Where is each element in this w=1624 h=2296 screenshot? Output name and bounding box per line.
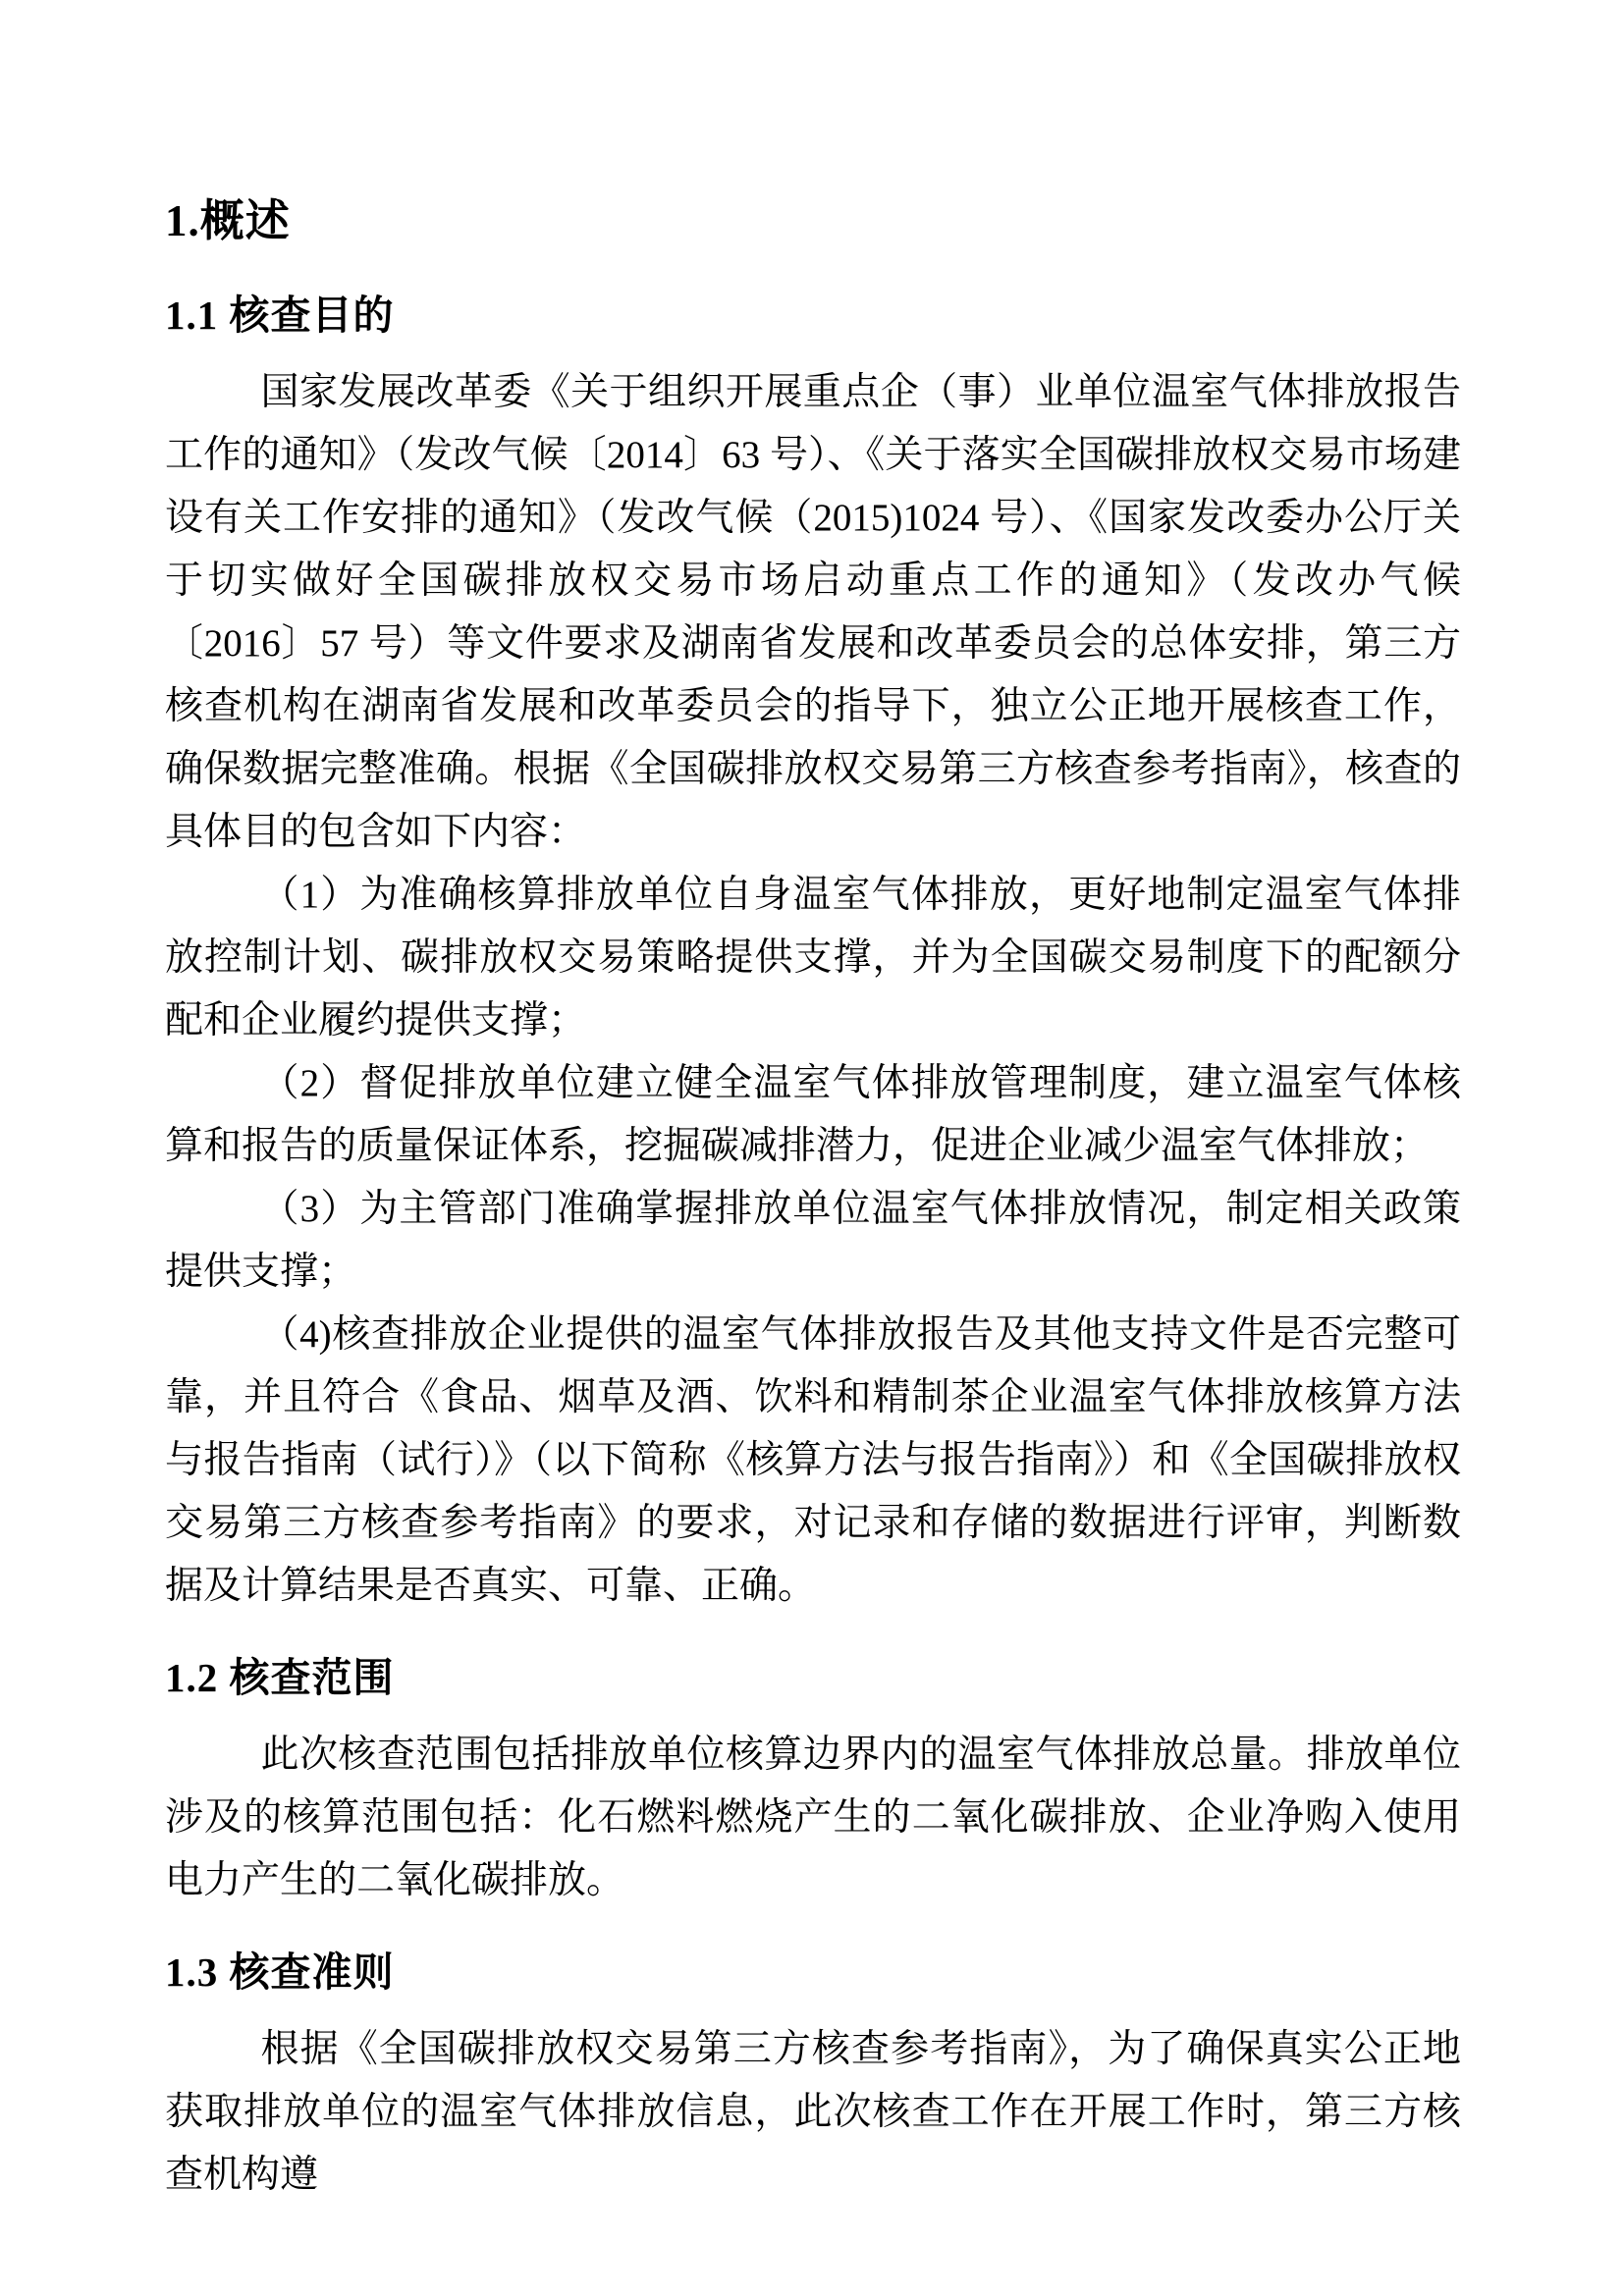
paragraph-purpose-intro: 国家发展改革委《关于组织开展重点企（事）业单位温室气体排放报告工作的通知》（发改气候〔2014〕63 号）、《关于落实全国碳排放权交易市场建设有关工作安排的通知》（发改气候（2015)1024 号）、《国家发改委办公厅关于切实做好全国碳排放权交易市场启动重点工作的通知》（发改办气候〔2016〕57 号）等文件要求及湖南省发展和改革委员会的总体安排，第三方核查机构在湖南省发展和改革委员会的指导下，独立公正地开展核查工作，确保数据完整准确。根据《全国碳排放权交易第三方核查参考指南》，核查的具体目的包含如下内容： xyxy=(165,371,1461,853)
paragraph-purpose-item-3: （3）为主管部门准确掌握排放单位温室气体排放情况，制定相关政策提供支撑； xyxy=(165,1188,1461,1293)
paragraph-criteria: 根据《全国碳排放权交易第三方核查参考指南》，为了确保真实公正地获取排放单位的温室气体排放信息，此次核查工作在开展工作时，第三方核查机构遵 xyxy=(165,2028,1461,2196)
section-heading-1-3: 1.3 核查准则 xyxy=(165,1949,395,1995)
paragraph-purpose-item-2: （2）督促排放单位建立健全温室气体排放管理制度，建立温室气体核算和报告的质量保证体系，挖掘碳减排潜力，促进企业减少温室气体排放； xyxy=(165,1062,1461,1167)
paragraph-purpose-item-4: （4)核查排放企业提供的温室气体排放报告及其他支持文件是否完整可靠，并且符合《食品、烟草及酒、饮料和精制茶企业温室气体排放核算方法与报告指南（试行）》（以下简称《核算方法与报告指南》）和《全国碳排放权交易第三方核查参考指南》的要求，对记录和存储的数据进行评审，判断数据及计算结果是否真实、可靠、正确。 xyxy=(165,1313,1461,1607)
section-heading-1-1: 1.1 核查目的 xyxy=(165,293,395,338)
chapter-heading: 1.概述 xyxy=(165,196,291,245)
section-heading-1-2: 1.2 核查范围 xyxy=(165,1655,395,1700)
paragraph-purpose-item-1: （1）为准确核算排放单位自身温室气体排放，更好地制定温室气体排放控制计划、碳排放权交易策略提供支撑，并为全国碳交易制度下的配额分配和企业履约提供支撑； xyxy=(165,874,1461,1041)
paragraph-scope: 此次核查范围包括排放单位核算边界内的温室气体排放总量。排放单位涉及的核算范围包括：化石燃料燃烧产生的二氧化碳排放、企业净购入使用电力产生的二氧化碳排放。 xyxy=(165,1734,1461,1901)
